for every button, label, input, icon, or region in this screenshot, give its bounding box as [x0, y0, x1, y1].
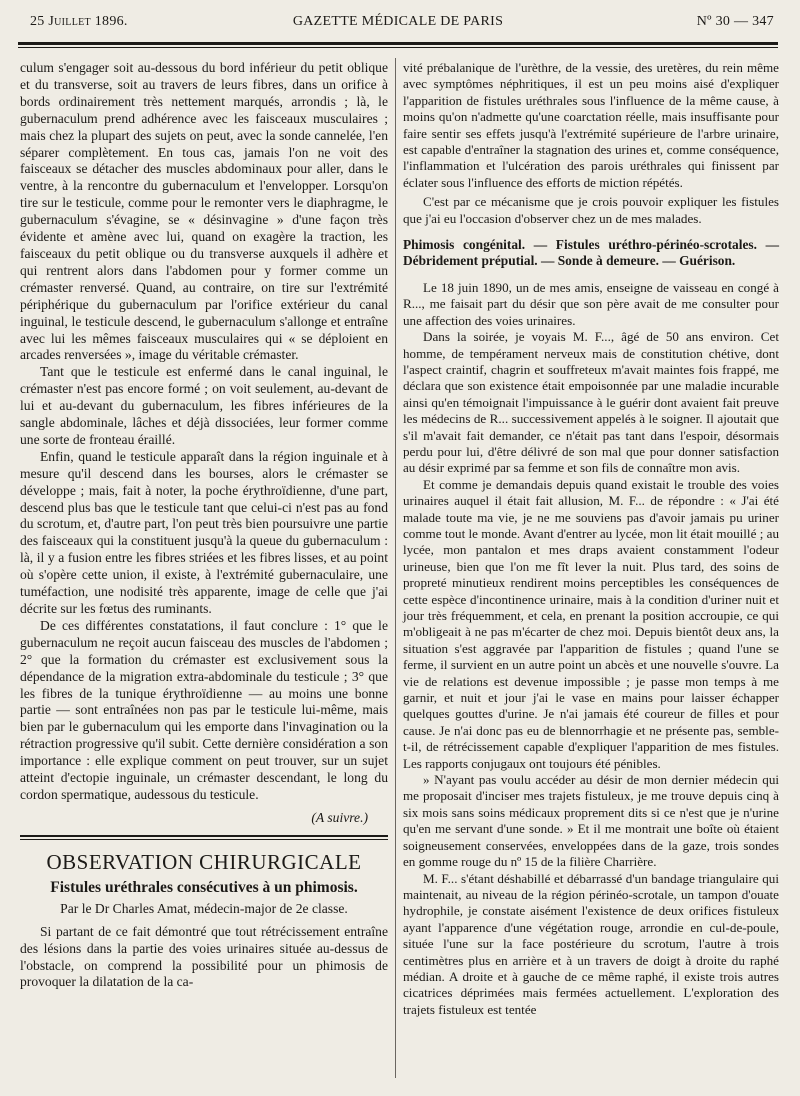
case-heading: Phimosis congénital. — Fistules uréthro-périnéo-scrotales. — Débridement préputial. — Sonde à demeure. — Guérison. — [403, 237, 779, 269]
page-number: Nº 30 — 347 — [696, 14, 774, 29]
section-title: OBSERVATION CHIRURGICALE — [46, 849, 362, 874]
paragraph: Enfin, quand le testicule apparaît dans la région inguinale et à mesure qu'il descend dans les bourses, alors le crémaster se développe ; mais, fait à noter, la poche érythroïdienne, d'une part, descend plus bas que le testicule tant que celui-ci n'est pas au fond du scrotum, et, d'autre part, l'on peut très bien poursuivre une partie des faisceaux qui la constituent jusqu'à la queue du gubernaculum : là, il y a fusion entre les fibres striées et les fibres lisses, et au point où s'opère cette union, il existe, à l'extrémité gubernaculaire, une tuméfaction, une nodisité très apparente, image de celle que j'ai décrite sur les fœtus des ruminants. — [20, 448, 388, 616]
section-rule-thin — [20, 839, 388, 840]
paragraph: Dans la soirée, je voyais M. F..., âgé de 50 ans environ. Cet homme, de tempérament nerveux mais de constitution chétive, dont l'aspect craintif, chagrin et souffreteux m'avait maintes fois frappé, me déclara que son existence était empoisonnée par une maladie incurable ainsi qu'en témoignait l'impuissance à le guérir dont avaient fait preuve les médecins de R... successivement appelés à le soigner. Il ajoutait que s'il m'avait fait demander, ce n'était pas tant dans l'espoir, désormais perdu pour lui, d'être délivré de son mal que pour donner satisfaction au désir exprimé par sa femme et son fils de connaître mon avis. — [403, 329, 779, 476]
author-line: Par le Dr Charles Amat, médecin-major de 2e classe. — [60, 900, 348, 916]
paragraph: C'est par ce mécanisme que je crois pouvoir expliquer les fistules que j'ai eu l'occasion d'observer chez un de mes malades. — [403, 194, 779, 226]
paragraph: Si partant de ce fait démontré que tout rétrécissement entraîne des lésions dans la partie des voies urinaires située au-dessus de l'obstacle, on comprend la possibilité pour un phimosis de provoquer la dilatation de la ca- — [20, 923, 388, 990]
paragraph: De ces différentes constatations, il faut conclure : 1° que le gubernaculum ne reçoit aucun faisceau des muscles de l'abdomen ; 2° que la formation du crémaster est exclusivement sous la dépendance de la migration extra-abdominale du testicule ; 3° que les fibres de la tunique érythroïdienne — au moins une bonne partie — sont entraînées non pas par le testicule lui-même, mais bien par le gubernaculum qui les emporte dans l'invagination ou la rétraction progressive qu'il subit. Cette dernière considération a son importance : elle explique comment on peut trouver, sur un sujet atteint d'ectopie inguinale, un crémaster descendant, le long du cordon spermatique, audessous du testicule. — [20, 617, 388, 802]
paragraph: » N'ayant pas voulu accéder au désir de mon dernier médecin qui me proposait d'inciser mes trajets fistuleux, je me trouve depuis cinq à six mois sans soins médicaux proprement dits si ce n'est que je n'urine qu'en me servant d'une sonde. » Et il me montrait une boîte où étaient soigneusement conservées, enveloppées dans de la gaze, trois sondes en gomme rouge du nº 15 de la filière Charrière. — [403, 772, 779, 870]
paragraph: culum s'engager soit au-dessous du bord inférieur du petit oblique et du transverse, soit au travers de leurs fibres, dans un orifice à bords ordinairement très nettement marqués, arrondis ; là, le gubernaculum prend adhérence avec les faisceaux musculaires ; mais chez la plupart des sujets on peut, avec la sonde cannelée, l'en séparer complètement. En tous cas, jamais l'on ne voit des faisceaux se détacher des muscles abdominaux pour aller, dans le ventre, à la rencontre du gubernaculum et l'envelopper. Lorsqu'on tire sur le testicule, comme pour le remonter vers le diaphragme, le gubernaculum s'évagine, se « désinvagine » d'une façon très évidente et amène avec lui, quand on exagère la traction, les faisceaux du petit oblique ou du transverse auxquels il adhère et qui rentrent alors dans l'abdomen pour y former comme un crémaster renversé. Quand, au contraire, on tire sur l'extrémité périphérique du gubernaculum par l'orifice extérieur du canal inguinal, le testicule descend, le gubernaculum s'allonge et entraîne avec lui les mêmes faisceaux musculaires qui « se déploient en arcades renversées », image du véritable crémaster. — [20, 60, 388, 363]
section-subtitle: Fistules uréthrales consécutives à un phimosis. — [50, 878, 358, 896]
right-column — [403, 60, 779, 1018]
paragraph: Tant que le testicule est enfermé dans le canal inguinal, le crémaster n'est pas encore formé ; on voit seulement, au-devant de lui et au-devant du gubernaculum, les fibres inférieures de la sangle abdominale, lâches et déjà dissociées, leur former comme une sorte de fronteau éraillé. — [20, 364, 388, 447]
page-header — [22, 14, 774, 36]
header-rule — [18, 42, 778, 45]
paragraph: Le 18 juin 1890, un de mes amis, enseigne de vaisseau en congé à R..., me faisait part du désir que son père avait de me consulter pour une affection des voies urinaires. — [403, 279, 779, 328]
paragraph: Et comme je demandais depuis quand existait le trouble des voies urinaires auquel il était fait allusion, M. F... de répondre : « J'ai été malade toute ma vie, je ne me souviens pas d'avoir jamais pu uriner comme tout le monde. Avant d'entrer au lycée, mon lit était mouillé ; au lycée, mon pantalon et mes draps avaient constamment l'odeur urineuse, bien que l'on me fît lever la nuit. Plus tard, des soins de propreté minutieux rendirent moins perceptibles les conséquences de cette espèce d'incontinence urinaire, mais à la condition d'uriner nuit et jour très fréquemment, et cela, en prenant la position accroupie, ce qui m'obligeait à ne pas m'écarter de chez moi. Depuis bientôt deux ans, la situation s'est aggravée par l'apparition de fistules ; quand l'une se ferme, il survient en un autre point un abcès et une nouvelle s'ouvre. La vie de relations est devenue impossible ; je passe mon temps à me garnir, et nuit et jour j'ai le vase en mains pour laisser échapper quelques gouttes d'urine. Je n'ai jamais été coureur de filles et pour cause. Je n'ai donc pas eu de blennorrhagie et ne présente pas, semble-t-il, de rétrécissement capable d'expliquer l'apparition de mes fistules. Les rapports conjugaux ont toujours été pénibles. — [403, 476, 779, 771]
column-divider — [395, 58, 396, 1078]
paragraph: vité prébalanique de l'urèthre, de la vessie, des uretères, du rein même avec symptômes néphritiques, il est un peu moins aisé d'expliquer l'apparition de fistules uréthrales sous l'influence de la même cause, à moins qu'on n'admette qu'une coarctation réelle, mais insuffisante pour faire sentir ses effets jusqu'à l'extrémité supérieure de l'arbre urinaire, est capable d'entraîner la stagnation des urines et, comme conséquence, l'inflammation et l'ulcération des parois uréthrales qui finissent par éclater sous l'influence des efforts de miction répétés. — [403, 60, 779, 190]
header-rule-thin — [18, 47, 778, 48]
issue-date: 25 Juillet 1896. — [30, 14, 128, 29]
journal-title: GAZETTE MÉDICALE DE PARIS — [292, 14, 504, 29]
continued-note: (A suivre.) — [311, 809, 368, 825]
left-column — [20, 60, 388, 991]
paragraph: M. F... s'étant déshabillé et débarrassé d'un bandage triangulaire qui maintenait, au niveau de la région périnéo-scrotale, un tampon d'ouate hydrophile, je constate aisément l'existence de deux orifices fistuleux ayant l'apparence d'une végétation rouge, arrondie en cul-de-poule, située l'une sur la face postérieure du scrotum, l'autre à trois centimètres plus en arrière et à un travers de doigt à droite du raphé médian. A droite et à gauche de ce même raphé, il existe trois autres cicatrices déprimées mais fermées actuellement. L'exploration des trajets fistuleux est tentée — [403, 870, 779, 1017]
section-rule — [20, 835, 388, 837]
